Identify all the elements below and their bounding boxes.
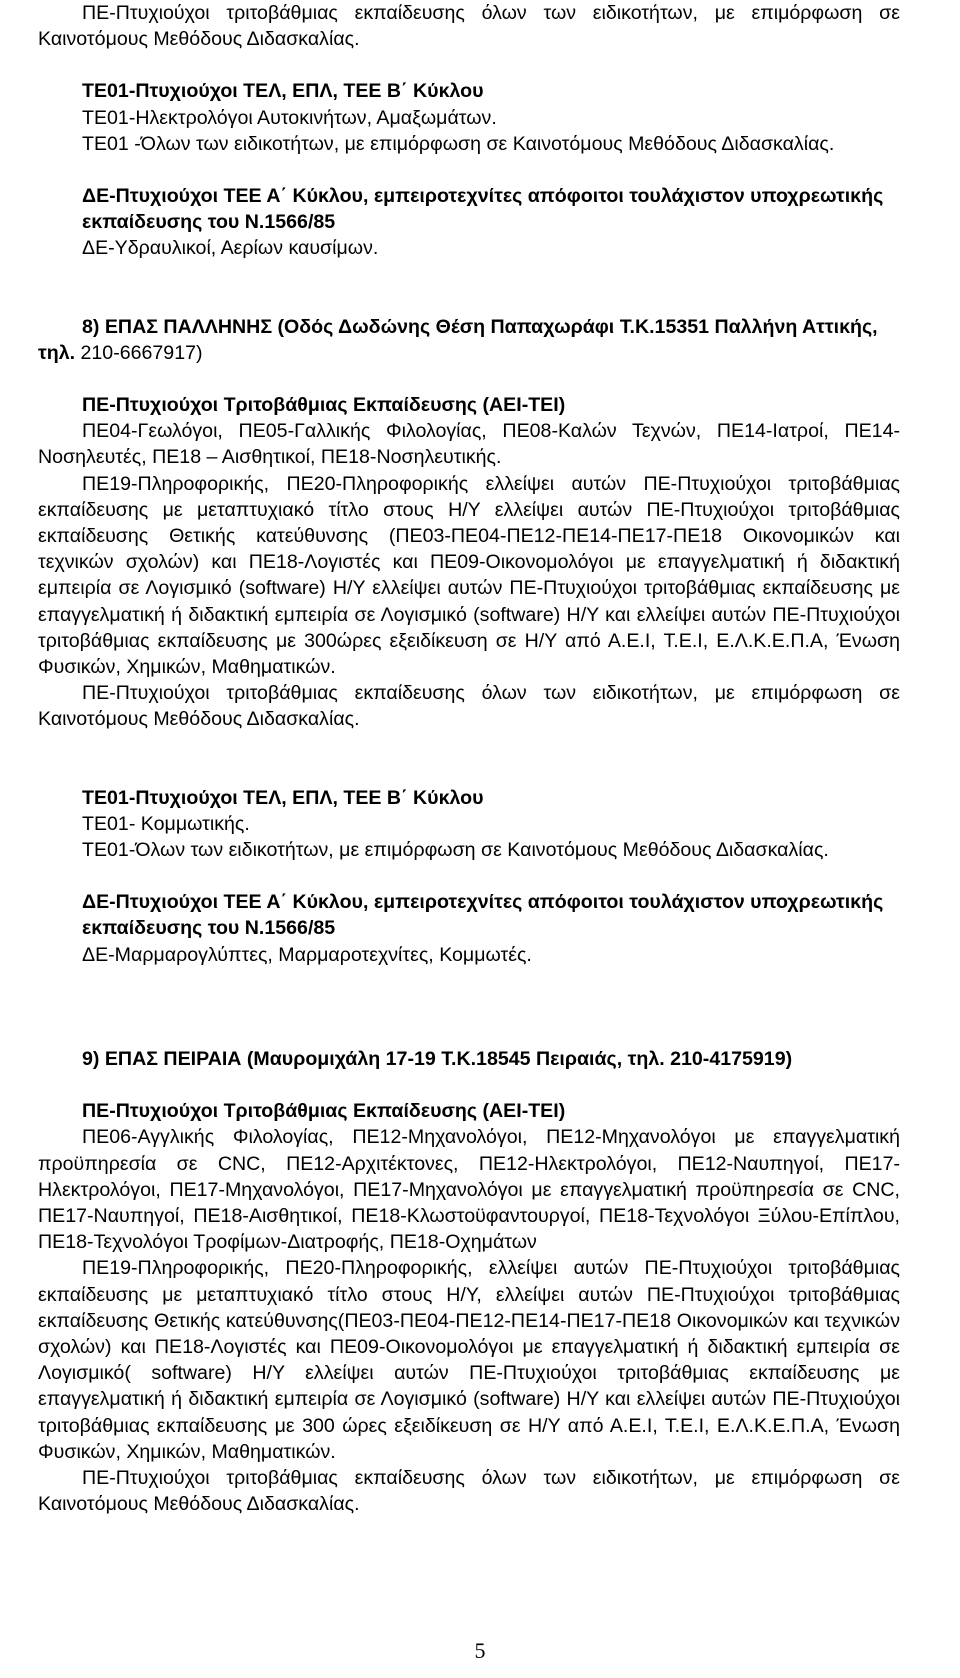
page-number: 5 xyxy=(474,1638,486,1663)
school-8-te-item: ΤΕ01- Κομμωτικής. xyxy=(82,812,250,835)
document-page xyxy=(38,0,900,1517)
de-heading: ΔΕ-Πτυχιούχοι ΤΕΕ Α΄ Κύκλου, εμπειροτεχνίτες απόφοιτοι τουλάχιστον υποχρεωτικής εκπαίδευσης του Ν.1566/85 xyxy=(82,185,884,234)
pe-all-specialties-paragraph: ΠΕ-Πτυχιούχοι τριτοβάθμιας εκπαίδευσης όλων των ειδικοτήτων, με επιμόρφωση σε Καινοτόμους Μεθόδους Διδασκαλίας. xyxy=(38,2,900,51)
te01-item: ΤΕ01-Ηλεκτρολόγοι Αυτοκινήτων, Αμαξωμάτων. xyxy=(82,106,497,129)
school-8-pe-info: ΠΕ19-Πληροφορικής, ΠΕ20-Πληροφορικής ελλείψει αυτών ΠΕ-Πτυχιούχοι τριτοβάθμιας εκπαίδευσης με μεταπτυχιακό τίτλο στους Η/Υ ελλείψει αυτών ΠΕ-Πτυχιούχοι τριτοβάθμιας εκπαίδευσης Θετικής κατεύθυνσης (ΠΕ03-ΠΕ04-ΠΕ12-ΠΕ14-ΠΕ17-ΠΕ18 Οικονομικών και τεχνικών σχολών) και ΠΕ18-Λογιστές και ΠΕ09-Οικονομολόγοι με επαγγελματική ή διδακτική εμπειρία σε Λογισμικό (software) Η/Υ ελλείψει αυτών ΠΕ-Πτυχιούχοι τριτοβάθμιας εκπαίδευσης με επαγγελματική ή διδακτική εμπειρία σε Λογισμικό (software) Η/Υ και ελλείψει αυτών ΠΕ-Πτυχιούχοι τριτοβάθμιας εκπαίδευσης με 300ώρες εξειδίκευση σε Η/Υ από Α.Ε.Ι, Τ.Ε.Ι, Ε.Λ.Κ.Ε.Π.Α, Ένωση Φυσικών, Χημικών, Μαθηματικών. xyxy=(38,472,900,679)
te01-item: ΤΕ01 -Όλων των ειδικοτήτων, με επιμόρφωση σε Καινοτόμους Μεθόδους Διδασκαλίας. xyxy=(82,132,835,155)
school-8-de-heading: ΔΕ-Πτυχιούχοι ΤΕΕ Α΄ Κύκλου, εμπειροτεχνίτες απόφοιτοι τουλάχιστον υποχρεωτικής εκπαίδευσης του Ν.1566/85 xyxy=(82,891,884,940)
de-item: ΔΕ-Υδραυλικοί, Αερίων καυσίμων. xyxy=(82,237,379,260)
school-8-heading xyxy=(38,314,900,366)
school-8-te-heading: ΤΕ01-Πτυχιούχοι ΤΕΛ, ΕΠΛ, ΤΕΕ Β΄ Κύκλου xyxy=(82,786,484,809)
school-9-heading: 9) ΕΠΑΣ ΠΕΙΡΑΙΑ (Μαυρομιχάλη 17-19 Τ.Κ.18545 Πειραιάς, τηλ. 210-4175919) xyxy=(82,1047,793,1070)
school-8-pe-all: ΠΕ-Πτυχιούχοι τριτοβάθμιας εκπαίδευσης όλων των ειδικοτήτων, με επιμόρφωση σε Καινοτόμους Μεθόδους Διδασκαλίας. xyxy=(38,682,900,731)
school-9-pe-list: ΠΕ06-Αγγλικής Φιλολογίας, ΠΕ12-Μηχανολόγοι, ΠΕ12-Μηχανολόγοι με επαγγελματική προϋπηρεσία σε CNC, ΠΕ12-Αρχιτέκτονες, ΠΕ12-Ηλεκτρολόγοι, ΠΕ12-Ναυπηγοί, ΠΕ17-Ηλεκτρολόγοι, ΠΕ17-Μηχανολόγοι, ΠΕ17-Μηχανολόγοι με επαγγελματική προϋπηρεσία σε CNC, ΠΕ17-Ναυπηγοί, ΠΕ18-Αισθητικοί, ΠΕ18-Κλωστοϋφαντουργοί, ΠΕ18-Τεχνολόγοι Ξύλου-Επίπλου, ΠΕ18-Τεχνολόγοι Τροφίμων-Διατροφής, ΠΕ18-Οχημάτων xyxy=(38,1126,900,1254)
school-8-phone: 210-6667917) xyxy=(75,341,203,364)
school-9-pe-all: ΠΕ-Πτυχιούχοι τριτοβάθμιας εκπαίδευσης όλων των ειδικοτήτων, με επιμόρφωση σε Καινοτόμους Μεθόδους Διδασκαλίας. xyxy=(38,1466,900,1516)
school-8-de-item: ΔΕ-Μαρμαρογλύπτες, Μαρμαροτεχνίτες, Κομμωτές. xyxy=(82,943,532,966)
te01-heading: ΤΕ01-Πτυχιούχοι ΤΕΛ, ΕΠΛ, ΤΕΕ Β΄ Κύκλου xyxy=(82,80,484,103)
school-9-pe-heading: ΠΕ-Πτυχιούχοι Τριτοβάθμιας Εκπαίδευσης (ΑΕΙ-ΤΕΙ) xyxy=(82,1100,566,1123)
school-8-te-item: ΤΕ01-Όλων των ειδικοτήτων, με επιμόρφωση σε Καινοτόμους Μεθόδους Διδασκαλίας. xyxy=(82,839,829,862)
school-8-heading-text: 8) ΕΠΑΣ ΠΑΛΛΗΝΗΣ (Οδός Δωδώνης Θέση Παπαχωράφι Τ.Κ.15351 Παλλήνη Αττικής, τηλ. xyxy=(38,315,878,364)
school-8-pe-heading: ΠΕ-Πτυχιούχοι Τριτοβάθμιας Εκπαίδευσης (ΑΕΙ-ΤΕΙ) xyxy=(82,394,566,417)
school-9-pe-info: ΠΕ19-Πληροφορικής, ΠΕ20-Πληροφορικής, ελλείψει αυτών ΠΕ-Πτυχιούχοι τριτοβάθμιας εκπαίδευσης με μεταπτυχιακό τίτλο στους Η/Υ, ελλείψει αυτών ΠΕ-Πτυχιούχοι τριτοβάθμιας εκπαίδευσης Θετικής κατεύθυνσης(ΠΕ03-ΠΕ04-ΠΕ12-ΠΕ14-ΠΕ17-ΠΕ18 Οικονομικών και τεχνικών σχολών) και ΠΕ18-Λογιστές και ΠΕ09-Οικονομολόγοι με επαγγελματική ή διδακτική εμπειρία σε Λογισμικό( software) Η/Υ ελλείψει αυτών ΠΕ-Πτυχιούχοι τριτοβάθμιας εκπαίδευσης με επαγγελματική ή διδακτική εμπειρία σε Λογισμικό (software) Η/Υ και ελλείψει αυτών ΠΕ-Πτυχιούχοι τριτοβάθμιας εκπαίδευσης με 300 ώρες εξειδίκευση σε Η/Υ από Α.Ε.Ι, Τ.Ε.Ι, Ε.Λ.Κ.Ε.Π.Α, Ένωση Φυσικών, Χημικών, Μαθηματικών. xyxy=(38,1257,900,1463)
school-8-pe-list: ΠΕ04-Γεωλόγοι, ΠΕ05-Γαλλικής Φιλολογίας, ΠΕ08-Καλών Τεχνών, ΠΕ14-Ιατροί, ΠΕ14-Νοσηλευτές, ΠΕ18 – Αισθητικοί, ΠΕ18-Νοσηλευτικής. xyxy=(38,420,900,469)
